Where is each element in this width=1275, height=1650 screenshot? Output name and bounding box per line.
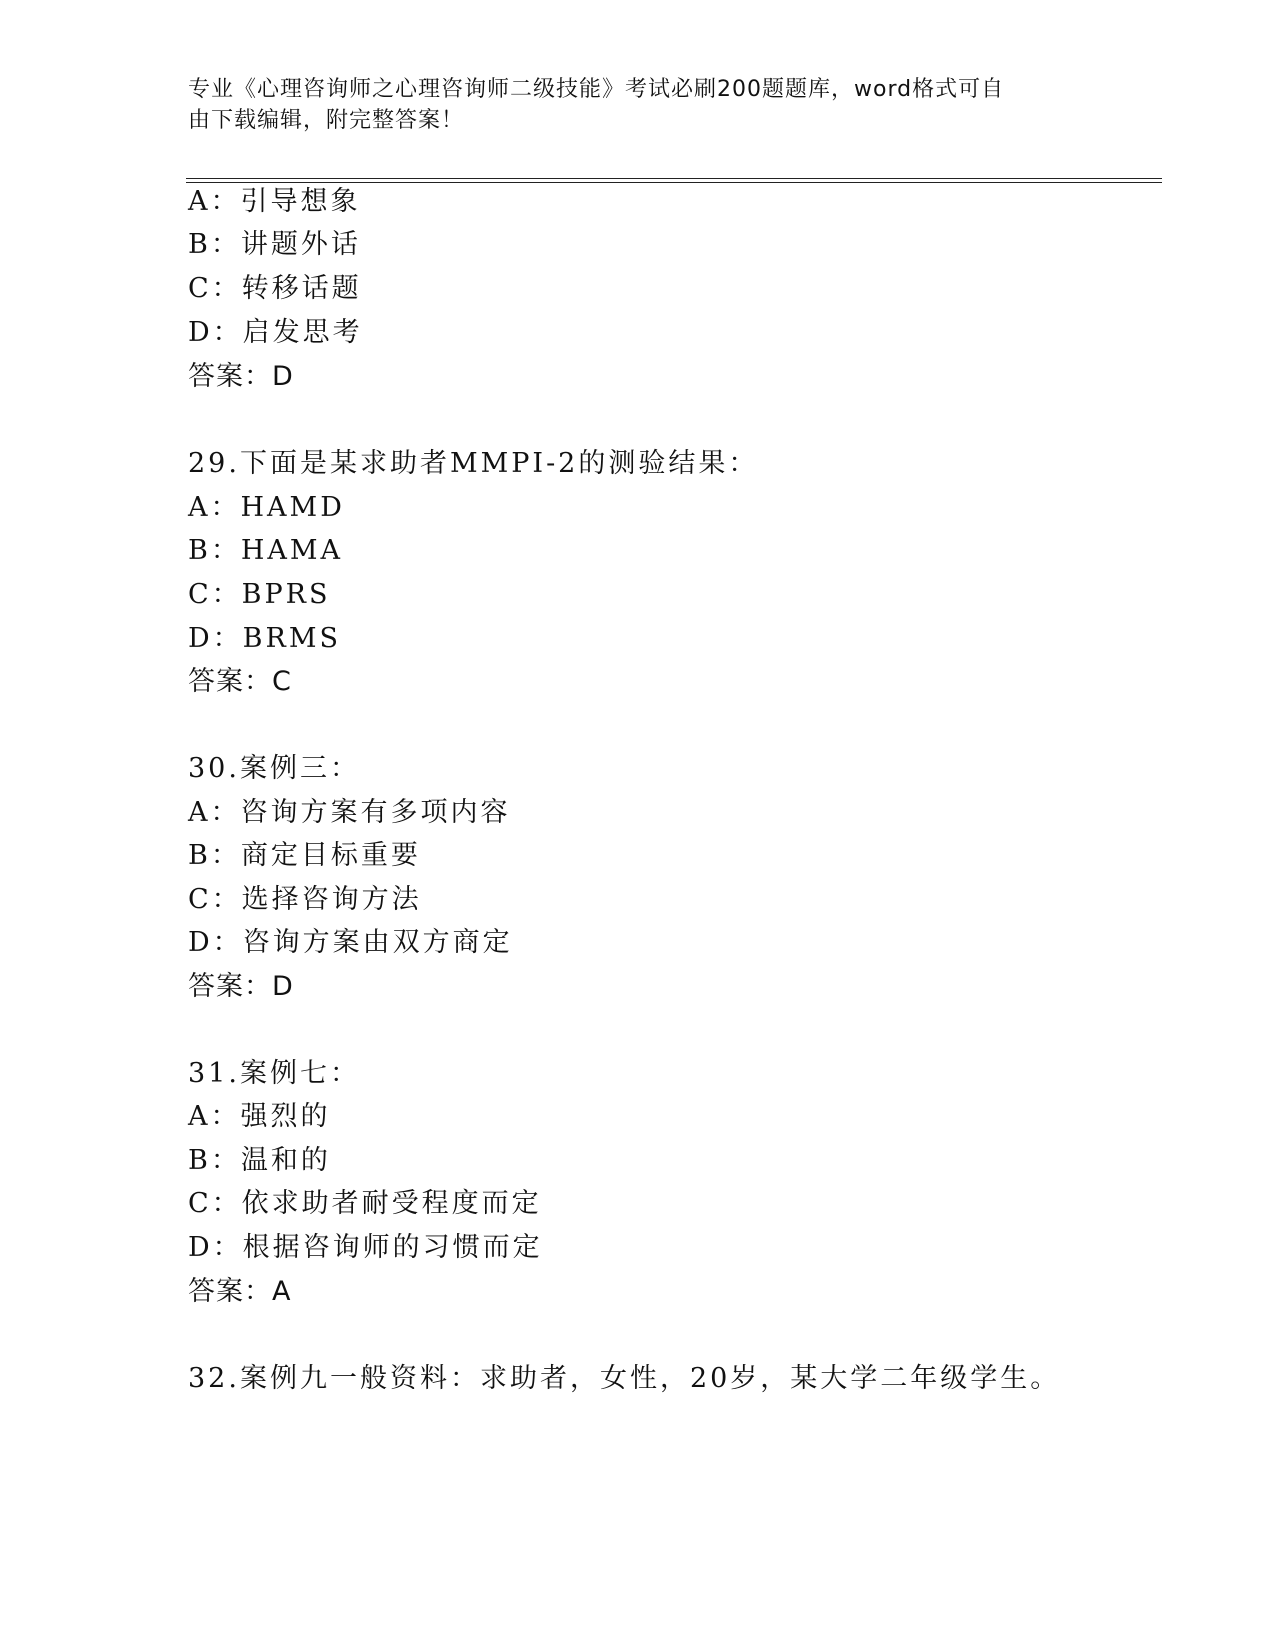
answer: 答案：C bbox=[188, 666, 292, 697]
option-c: C：BPRS bbox=[188, 579, 331, 610]
option-a: A：强烈的 bbox=[188, 1101, 331, 1132]
option-a: A：引导想象 bbox=[188, 186, 361, 217]
answer: 答案：D bbox=[188, 971, 294, 1002]
answer: 答案：A bbox=[188, 1276, 292, 1307]
option-a: A：咨询方案有多项内容 bbox=[188, 797, 511, 828]
option-b: B：HAMA bbox=[188, 535, 344, 566]
option-b: B：讲题外话 bbox=[188, 229, 361, 260]
question-title: 29.下面是某求助者MMPI-2的测验结果： bbox=[188, 448, 759, 479]
option-c: C：选择咨询方法 bbox=[188, 884, 422, 915]
document-header bbox=[188, 74, 1068, 136]
option-d: D：根据咨询师的习惯而定 bbox=[188, 1232, 543, 1263]
option-d: D：BRMS bbox=[188, 623, 341, 654]
option-b: B：温和的 bbox=[188, 1145, 331, 1176]
option-c: C：转移话题 bbox=[188, 273, 362, 304]
question-title: 30.案例三： bbox=[188, 753, 360, 784]
header-line-2: 由下载编辑，附完整答案！ bbox=[188, 108, 465, 133]
question-title: 31.案例七： bbox=[188, 1058, 360, 1089]
option-d: D：咨询方案由双方商定 bbox=[188, 927, 513, 958]
question-title: 32.案例九一般资料：求助者，女性，20岁，某大学二年级学生。 bbox=[188, 1363, 1061, 1394]
header-divider bbox=[186, 178, 1162, 183]
option-b: B：商定目标重要 bbox=[188, 840, 421, 871]
option-d: D：启发思考 bbox=[188, 317, 363, 348]
option-c: C：依求助者耐受程度而定 bbox=[188, 1188, 542, 1219]
header-line-1: 专业《心理咨询师之心理咨询师二级技能》考试必刷200题题库，word格式可自 bbox=[188, 77, 1005, 102]
option-a: A：HAMD bbox=[188, 492, 345, 523]
answer: 答案：D bbox=[188, 361, 294, 392]
